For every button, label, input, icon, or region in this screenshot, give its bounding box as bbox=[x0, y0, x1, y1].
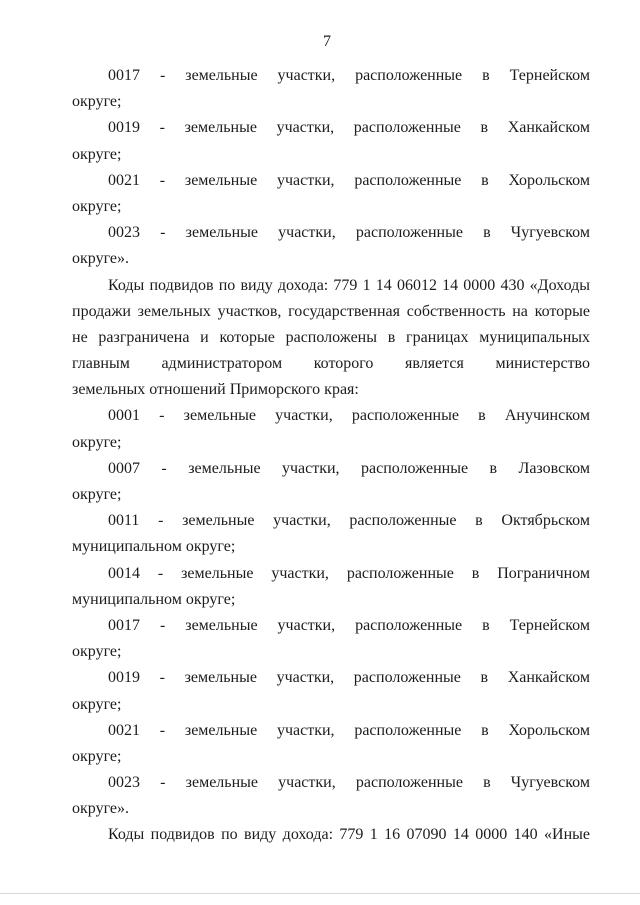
text-line: муниципальном округе; bbox=[72, 538, 236, 556]
text-line: не разграничена и которые расположены в границах муниципальных bbox=[72, 328, 590, 346]
text-line: земельных отношений Приморского края: bbox=[72, 381, 359, 399]
list-item bbox=[72, 456, 590, 508]
income-codes-paragraph bbox=[72, 822, 590, 848]
text-line: 0021 - земельные участки, расположенные в Хорольском bbox=[108, 721, 590, 739]
text-line: 0017 - земельные участки, расположенные в Тернейском bbox=[108, 616, 590, 634]
list-item bbox=[72, 561, 590, 613]
text-line: округе; bbox=[72, 93, 122, 111]
text-line: округе; bbox=[72, 486, 122, 503]
page-edge-line bbox=[0, 893, 640, 894]
list-item bbox=[72, 770, 590, 822]
text-line: 0011 - земельные участки, расположенные в Октябрьском bbox=[108, 512, 590, 530]
text-line: 0001 - земельные участки, расположенные в Анучинском bbox=[108, 407, 590, 425]
list-item bbox=[72, 168, 590, 220]
list-item bbox=[72, 613, 590, 665]
list-item bbox=[72, 508, 590, 560]
text-line: округе». bbox=[72, 800, 130, 818]
text-line: продажи земельных участков, государственная собственность на которые bbox=[72, 302, 590, 320]
text-line: 0023 - земельные участки, расположенные в Чугуевском bbox=[108, 774, 590, 792]
text-line: Коды подвидов по виду дохода: 779 1 14 06012 14 0000 430 «Доходы bbox=[108, 276, 590, 294]
list-item bbox=[72, 665, 590, 717]
text-line: 0014 - земельные участки, расположенные в Пограничном bbox=[108, 564, 590, 582]
page-number: 7 bbox=[323, 33, 331, 50]
text-line: округе; bbox=[72, 747, 122, 765]
text-line: округе; bbox=[72, 695, 122, 713]
text-line: 0019 - земельные участки, расположенные в Ханкайском bbox=[108, 669, 590, 687]
text-line: муниципальном округе; bbox=[72, 590, 236, 608]
text-line: 0007 - земельные участки, расположенные в Лазовском bbox=[108, 459, 590, 477]
text-line: главным администратором которого является министерство bbox=[72, 355, 590, 373]
list-item bbox=[72, 403, 590, 455]
text-line: 0023 - земельные участки, расположенные в Чугуевском bbox=[108, 224, 590, 242]
list-item bbox=[72, 220, 590, 272]
list-item bbox=[72, 115, 590, 167]
list-item bbox=[72, 63, 590, 115]
text-line: округе; bbox=[72, 197, 122, 215]
text-line: 0017 - земельные участки, расположенные в Тернейском bbox=[108, 67, 590, 84]
document-body bbox=[72, 63, 590, 849]
text-line: округе; bbox=[72, 643, 122, 661]
text-line: округе». bbox=[72, 250, 130, 268]
list-item bbox=[72, 718, 590, 770]
text-line: Коды подвидов по виду дохода: 779 1 16 07090 14 0000 140 «Иные bbox=[108, 826, 590, 844]
text-line: округе; bbox=[72, 433, 122, 451]
income-codes-paragraph bbox=[72, 273, 590, 404]
text-line: округе; bbox=[72, 145, 122, 163]
text-line: 0019 - земельные участки, расположенные в Ханкайском bbox=[108, 119, 590, 137]
text-line: 0021 - земельные участки, расположенные в Хорольском bbox=[108, 171, 590, 189]
